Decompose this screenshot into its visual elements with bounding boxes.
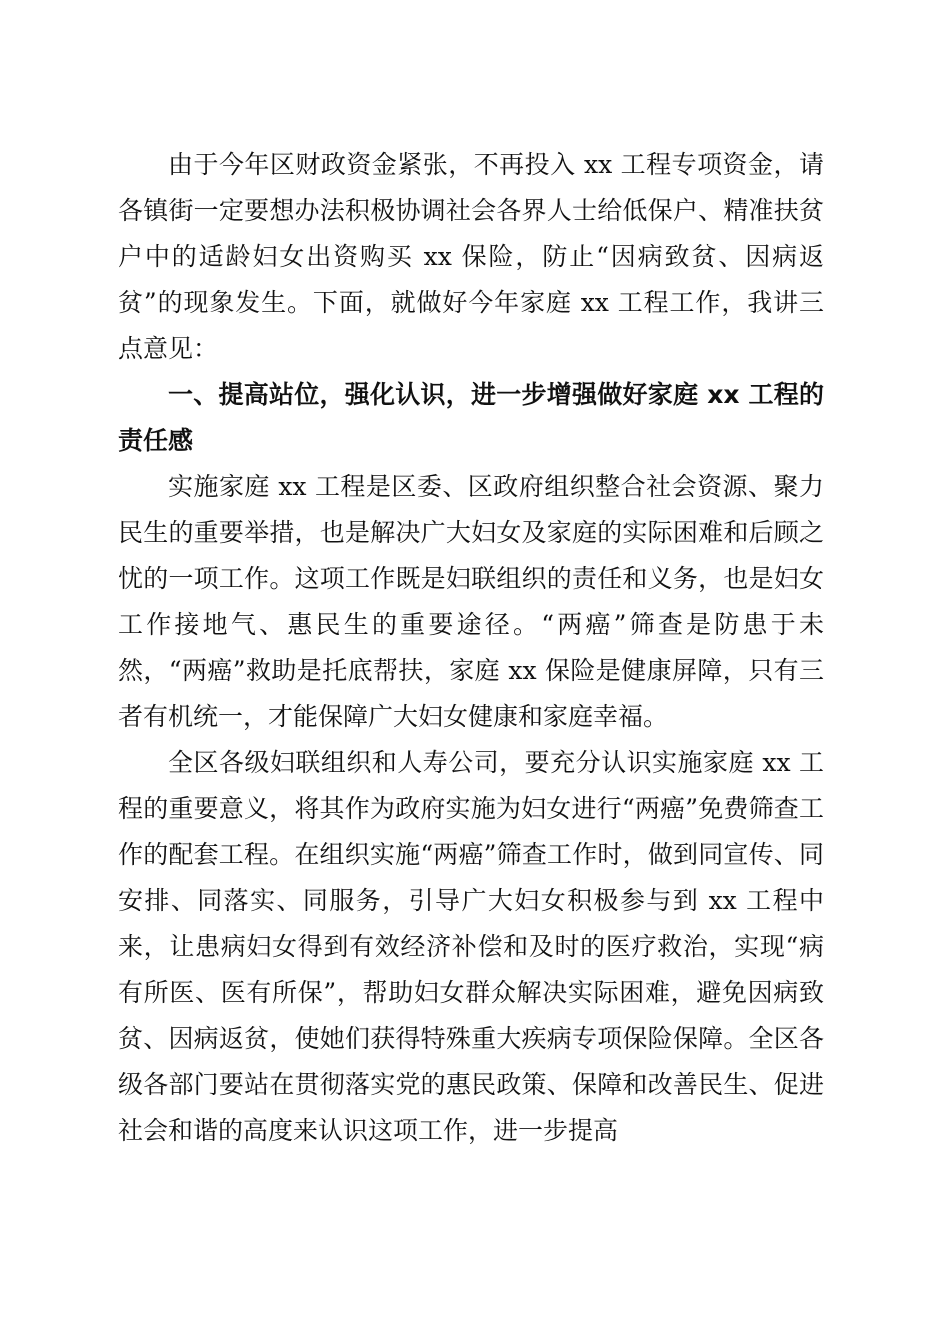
intro-paragraph: 由于今年区财政资金紧张，不再投入 xx 工程专项资金，请各镇街一定要想办法积极协调社会各界人士给低保户、精准扶贫户中的适龄妇女出资购买 xx 保险，防止“因病致贫、因病返贫”的现象发生。下面，就做好今年家庭 xx 工程工作，我讲三点意见： — [118, 150, 824, 363]
section-heading: 一、提高站位，强化认识，进一步增强做好家庭 xx 工程的责任感 — [118, 380, 824, 455]
body-paragraph: 实施家庭 xx 工程是区委、区政府组织整合社会资源、聚力民生的重要举措，也是解决广大妇女及家庭的实际困难和后顾之忧的一项工作。这项工作既是妇联组织的责任和义务，也是妇女工作接地气、惠民生的重要途径。“两癌”筛查是防患于未然，“两癌”救助是托底帮扶，家庭 xx 保险是健康屏障，只有三者有机统一，才能保障广大妇女健康和家庭幸福。 — [118, 472, 824, 731]
body-paragraph: 全区各级妇联组织和人寿公司，要充分认识实施家庭 xx 工程的重要意义，将其作为政府实施为妇女进行“两癌”免费筛查工作的配套工程。在组织实施“两癌”筛查工作时，做到同宣传、同安排、同落实、同服务，引导广大妇女积极参与到 xx 工程中来，让患病妇女得到有效经济补偿和及时的医疗救治，实现“病有所医、医有所保”，帮助妇女群众解决实际困难，避免因病致贫、因病返贫，使她们获得特殊重大疾病专项保险保障。全区各级各部门要站在贯彻落实党的惠民政策、保障和改善民生、促进社会和谐的高度来认识这项工作，进一步提高 — [118, 748, 824, 1145]
document-body — [118, 142, 824, 1154]
